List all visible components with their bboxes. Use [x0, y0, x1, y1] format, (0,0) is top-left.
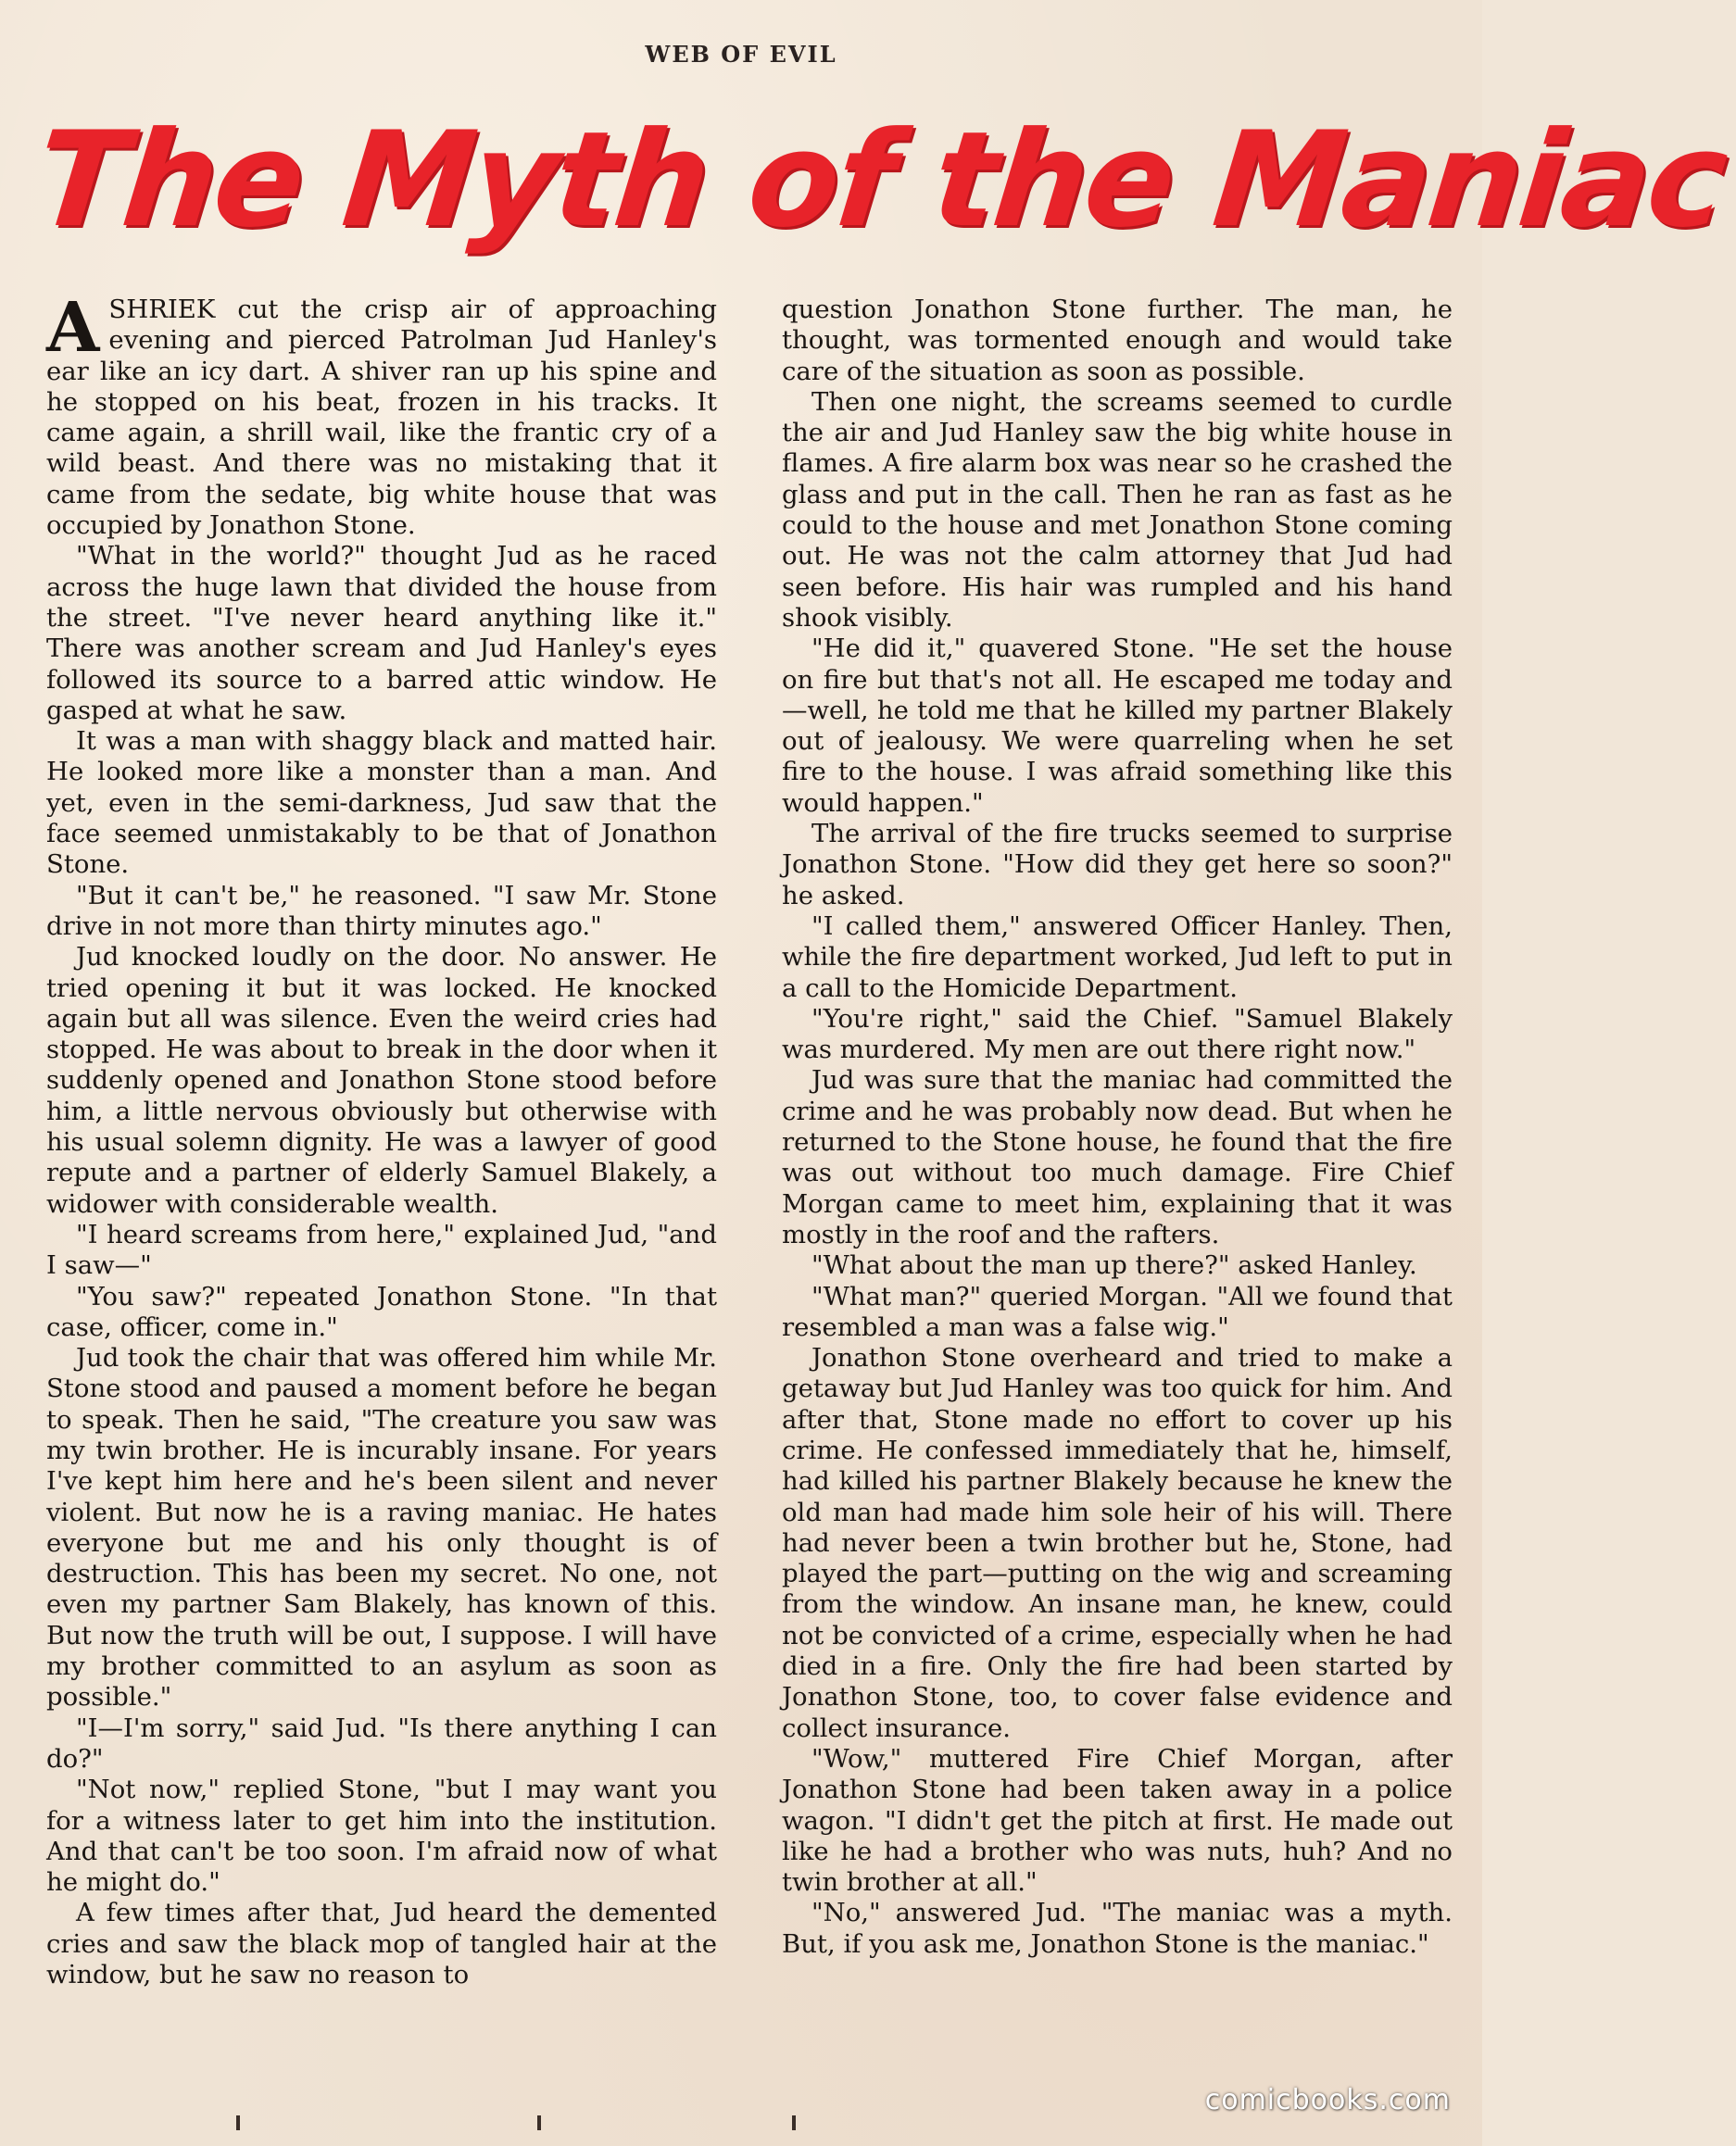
- ink-mark: [792, 2115, 796, 2130]
- paragraph: "What in the world?" thought Jud as he raced across the huge lawn that divided the house from the street. "I've never heard anything like it." There was another scream and Jud Hanley's eyes followed its source to a barred attic window. He gasped at what he saw.: [46, 541, 717, 725]
- paragraph: ASHRIEK cut the crisp air of approaching evening and pierced Patrolman Jud Hanley's ear like an icy dart. A shiver ran up his spine and he stopped on his beat, frozen in his tracks. It came again, a shrill wail, like the frantic cry of a wild beast. And there was no mistaking that it came from the sedate, big white house that was occupied by Jonathon Stone.: [46, 288, 717, 541]
- paragraph: "I called them," answered Officer Hanley. Then, while the fire department worked, Jud left to put in a call to the Homicide Department.: [782, 910, 1453, 1003]
- paragraph: Jonathon Stone overheard and tried to make a getaway but Jud Hanley was too quick for him. And after that, Stone made no effort to cover up his crime. He confessed immediately that he, himself, had killed his partner Blakely because he knew the old man had made him sole heir of his will. There had never been a twin brother but he, Stone, had played the part—putting on the wig and screaming from the window. An insane man, he knew, could not be convicted of a crime, especially when he had died in a fire. Only the fire had been started by Jonathon Stone, too, to cover false evidence and collect insurance.: [782, 1343, 1453, 1743]
- paragraph: Jud knocked loudly on the door. No answer. He tried opening it but it was locked. He knocked again but all was silence. Even the weird cries had stopped. He was about to break in the door when it suddenly opened and Jonathon Stone stood before him, a little nervous obviously but otherwise with his usual solemn dignity. He was a lawyer of good repute and a partner of elderly Samuel Blakely, a widower with considerable wealth.: [46, 942, 717, 1219]
- paragraph: "What man?" queried Morgan. "All we found that resembled a man was a false wig.": [782, 1281, 1453, 1342]
- paragraph: "Not now," replied Stone, "but I may want you for a witness later to get him into the institution. And that can't be too soon. I'm afraid now of what he might do.": [46, 1775, 717, 1898]
- paragraph: A few times after that, Jud heard the demented cries and saw the black mop of tangled hair at the window, but he saw no reason to: [46, 1898, 717, 1990]
- story-columns: [46, 288, 1453, 2073]
- ink-mark: [537, 2115, 541, 2130]
- paragraph: "I heard screams from here," explained Jud, "and I saw—": [46, 1219, 717, 1281]
- paragraph: "He did it," quavered Stone. "He set the house on fire but that's not all. He escaped me today and—well, he told me that he killed my partner Blakely out of jealousy. We were quarreling when he set fire to the house. I was afraid something like this would happen.": [782, 634, 1453, 818]
- paragraph: "You saw?" repeated Jonathon Stone. "In that case, officer, come in.": [46, 1281, 717, 1342]
- paragraph: "What about the man up there?" asked Hanley.: [811, 1250, 1417, 1281]
- story-column-right: [782, 295, 1453, 2073]
- ink-mark: [236, 2115, 240, 2130]
- paragraph: Jud took the chair that was offered him while Mr. Stone stood and paused a moment before he began to speak. Then he said, "The creature you saw was my twin brother. He is incurably insane. For years I've kept him here and he's been silent and never violent. But now he is a raving maniac. He hates everyone but me and his only thought is of destruction. This has been my secret. No one, not even my partner Sam Blakely, has known of this. But now the truth will be out, I suppose. I will have my brother committed to an asylum as soon as possible.": [46, 1343, 717, 1713]
- paragraph: "No," answered Jud. "The maniac was a myth. But, if you ask me, Jonathon Stone is the maniac.": [782, 1898, 1453, 1959]
- paragraph: "You're right," said the Chief. "Samuel Blakely was murdered. My men are out there right now.": [782, 1003, 1453, 1065]
- paragraph: "But it can't be," he reasoned. "I saw Mr. Stone drive in not more than thirty minutes ago.": [46, 880, 717, 941]
- paragraph: Jud was sure that the maniac had committed the crime and he was probably now dead. But when he returned to the Stone house, he found that the fire was out without too much damage. Fire Chief Morgan came to meet him, explaining that it was mostly in the roof and the rafters.: [782, 1065, 1453, 1249]
- paragraph: Then one night, the screams seemed to curdle the air and Jud Hanley saw the big white house in flames. A fire alarm box was near so he crashed the glass and put in the call. Then he ran as fast as he could to the house and met Jonathon Stone coming out. He was not the calm attorney that Jud had seen before. His hair was rumpled and his hand shook visibly.: [782, 386, 1453, 633]
- paragraph: The arrival of the fire trucks seemed to surprise Jonathon Stone. "How did they get here so soon?" he asked.: [782, 819, 1453, 910]
- paragraph: "I—I'm sorry," said Jud. "Is there anything I can do?": [46, 1713, 717, 1774]
- watermark: comicbooks.com: [1204, 2084, 1451, 2116]
- paragraph: It was a man with shaggy black and matted hair. He looked more like a monster than a man. And yet, even in the semi-darkness, Jud saw that the face seemed unmistakably to be that of Jonathon Stone.: [46, 726, 717, 880]
- drop-cap: A: [46, 288, 100, 368]
- story-title: The Myth of the Maniac: [29, 104, 1732, 257]
- paragraph: "Wow," muttered Fire Chief Morgan, after Jonathon Stone had been taken away in a police wagon. "I didn't get the pitch at first. He made out like he had a brother who was nuts, huh? And no twin brother at all.": [782, 1743, 1453, 1898]
- story-column-left: [46, 288, 717, 2073]
- paragraph: question Jonathon Stone further. The man, he thought, was tormented enough and would take care of the situation as soon as possible.: [782, 295, 1453, 386]
- series-header: WEB OF EVIL: [645, 41, 837, 68]
